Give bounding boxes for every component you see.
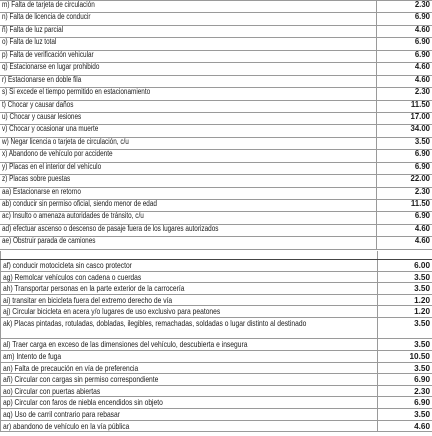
fine-row xyxy=(0,351,432,363)
fine-row xyxy=(0,283,432,295)
fine-row xyxy=(0,295,432,307)
fine-description: am) Intento de fuga xyxy=(3,352,62,362)
fine-amount: 6.00 xyxy=(414,261,430,270)
fine-row xyxy=(0,225,432,237)
fine-row xyxy=(0,88,432,100)
fine-row xyxy=(0,409,432,421)
fine-amount: 6.90 xyxy=(414,211,430,221)
fine-row xyxy=(0,260,432,272)
fine-description: ad) efectuar ascenso o descenso de pasaje fuera de los lugares autorizados xyxy=(2,224,219,233)
fine-description: y) Placas en el interior del vehículo xyxy=(2,162,102,171)
fine-description: x) Abandono de vehículo por accidente xyxy=(2,150,113,159)
fine-row xyxy=(0,397,432,409)
fine-amount: 6.90 xyxy=(414,12,430,22)
fine-amount: 6.90 xyxy=(414,49,430,59)
fine-row xyxy=(0,363,432,375)
fine-row xyxy=(0,200,432,212)
fine-description: q) Estacionarse en lugar prohibido xyxy=(2,63,100,72)
fine-amount: 6.90 xyxy=(414,375,430,385)
table-gap xyxy=(0,251,432,259)
fine-description: ak) Placas pintadas, rotuladas, dobladas, ilegibles, remachadas, soldadas o lugar distinto al destinado xyxy=(3,318,307,328)
fine-amount: 1.20 xyxy=(414,295,430,305)
fine-description: aj) Circular bicicleta en acera y/o lugares de uso exclusivo para peatones xyxy=(3,307,221,317)
fine-row xyxy=(0,150,432,162)
fine-amount: 4.60 xyxy=(414,223,430,233)
fine-description: u) Chocar y causar lesiones xyxy=(2,112,82,121)
fine-amount: 4.60 xyxy=(414,74,430,84)
fine-row xyxy=(0,1,432,13)
fine-amount: 3.50 xyxy=(414,272,430,282)
fine-amount: 34.00 xyxy=(410,124,430,134)
fine-description: s) Si excede el tiempo permitido en estacionamiento xyxy=(2,88,151,97)
fine-row xyxy=(0,125,432,137)
fine-row xyxy=(0,188,432,200)
fine-row xyxy=(0,38,432,50)
fine-amount: 3.50 xyxy=(414,136,430,146)
fine-amount: 3.50 xyxy=(414,340,430,350)
fine-amount: 11.50 xyxy=(410,199,430,208)
fine-description: w) Negar licencia o tarjeta de circulación, c/u xyxy=(2,137,129,146)
fine-description: m) Falta de tarjeta de circulación xyxy=(2,1,95,9)
fine-row xyxy=(0,175,432,187)
fine-row xyxy=(0,237,432,249)
fine-amount: 3.50 xyxy=(414,363,430,373)
fine-description: ar) abandono de vehículo en la vía pública xyxy=(3,421,130,431)
fine-row xyxy=(0,318,432,340)
fine-amount: 1.20 xyxy=(414,307,430,317)
fine-amount: 3.50 xyxy=(414,284,430,294)
fine-row xyxy=(0,138,432,150)
fine-description: t) Chocar y causar daños xyxy=(2,100,74,109)
fine-description: ai) transitar en bicicleta fuera del extremo derecho de vía xyxy=(3,295,173,305)
fine-row xyxy=(0,51,432,63)
fine-description: ac) Insulto o amenaza autoridades de tránsito, c/u xyxy=(2,212,144,221)
fine-amount: 4.60 xyxy=(414,24,430,34)
fine-amount: 3.50 xyxy=(414,410,430,420)
fine-description: o) Falta de luz total xyxy=(2,38,57,47)
fine-description: ab) conducir sin permiso oficial, siendo menor de edad xyxy=(2,200,157,208)
fine-amount: 17.00 xyxy=(410,111,430,121)
fine-row xyxy=(0,13,432,25)
fine-row xyxy=(0,76,432,88)
fine-description: ap) Circular con faros de niebla encendidos sin objeto xyxy=(3,398,163,408)
fine-row xyxy=(0,113,432,125)
fine-amount: 2.30 xyxy=(414,87,430,97)
fine-description: z) Placas sobre puestas xyxy=(2,175,71,184)
fine-amount: 4.60 xyxy=(414,236,430,246)
fine-row xyxy=(0,63,432,75)
fine-amount: 2.30 xyxy=(414,386,430,396)
fine-amount: 3.50 xyxy=(414,318,430,328)
fine-row xyxy=(0,306,432,318)
fine-row xyxy=(0,212,432,224)
fine-amount: 11.50 xyxy=(410,99,430,109)
fine-description: an) Falta de precaución en vía de preferencia xyxy=(3,363,139,373)
fine-description: aa) Estacionarse en retorno xyxy=(2,187,81,196)
fine-amount: 4.60 xyxy=(414,62,430,72)
fine-amount: 2.30 xyxy=(414,186,430,196)
fine-description: aq) Uso de carril contrario para rebasar xyxy=(3,410,120,420)
fine-description: v) Chocar y ocasionar una muerte xyxy=(2,125,99,134)
fine-description: al) Traer carga en exceso de las dimensiones del vehículo, descubierta e insegura xyxy=(3,340,248,350)
fine-description: af) conducir motocicleta sin casco protector xyxy=(3,261,132,270)
fine-description: ao) Circular con puertas abiertas xyxy=(3,386,101,396)
fine-description: ag) Remolcar vehículos con cadena o cuerdas xyxy=(3,272,142,282)
fine-description: r) Estacionarse en doble fila xyxy=(2,75,82,84)
fine-row xyxy=(0,26,432,38)
fine-description: ae) Obstruir parada de camiones xyxy=(2,237,96,246)
fine-amount: 22.00 xyxy=(410,174,430,184)
fine-description: n) Falta de licencia de conducir xyxy=(2,13,91,22)
fine-row xyxy=(0,374,432,386)
fine-amount: 6.90 xyxy=(414,161,430,171)
fine-amount: 6.90 xyxy=(414,149,430,159)
fine-row xyxy=(0,386,432,398)
fine-description: ah) Transportar personas en la parte exterior de la carrocería xyxy=(3,284,185,294)
fine-row xyxy=(0,339,432,351)
fine-amount: 4.60 xyxy=(414,421,430,431)
fine-row xyxy=(0,163,432,175)
fine-amount: 6.90 xyxy=(414,37,430,47)
fine-amount: 2.30 xyxy=(414,0,430,9)
fine-amount: 6.90 xyxy=(414,398,430,408)
fine-description: ñ) Falta de luz parcial xyxy=(2,25,64,34)
fine-description: añ) Circular con cargas sin permiso correspondiente xyxy=(3,375,159,385)
fine-row xyxy=(0,272,432,284)
fine-description: p) Falta de verificación vehicular xyxy=(2,50,94,59)
fine-row xyxy=(0,101,432,113)
fine-amount: 10.50 xyxy=(409,352,430,362)
fines-table-bottom xyxy=(0,259,432,432)
fine-row xyxy=(0,421,432,433)
